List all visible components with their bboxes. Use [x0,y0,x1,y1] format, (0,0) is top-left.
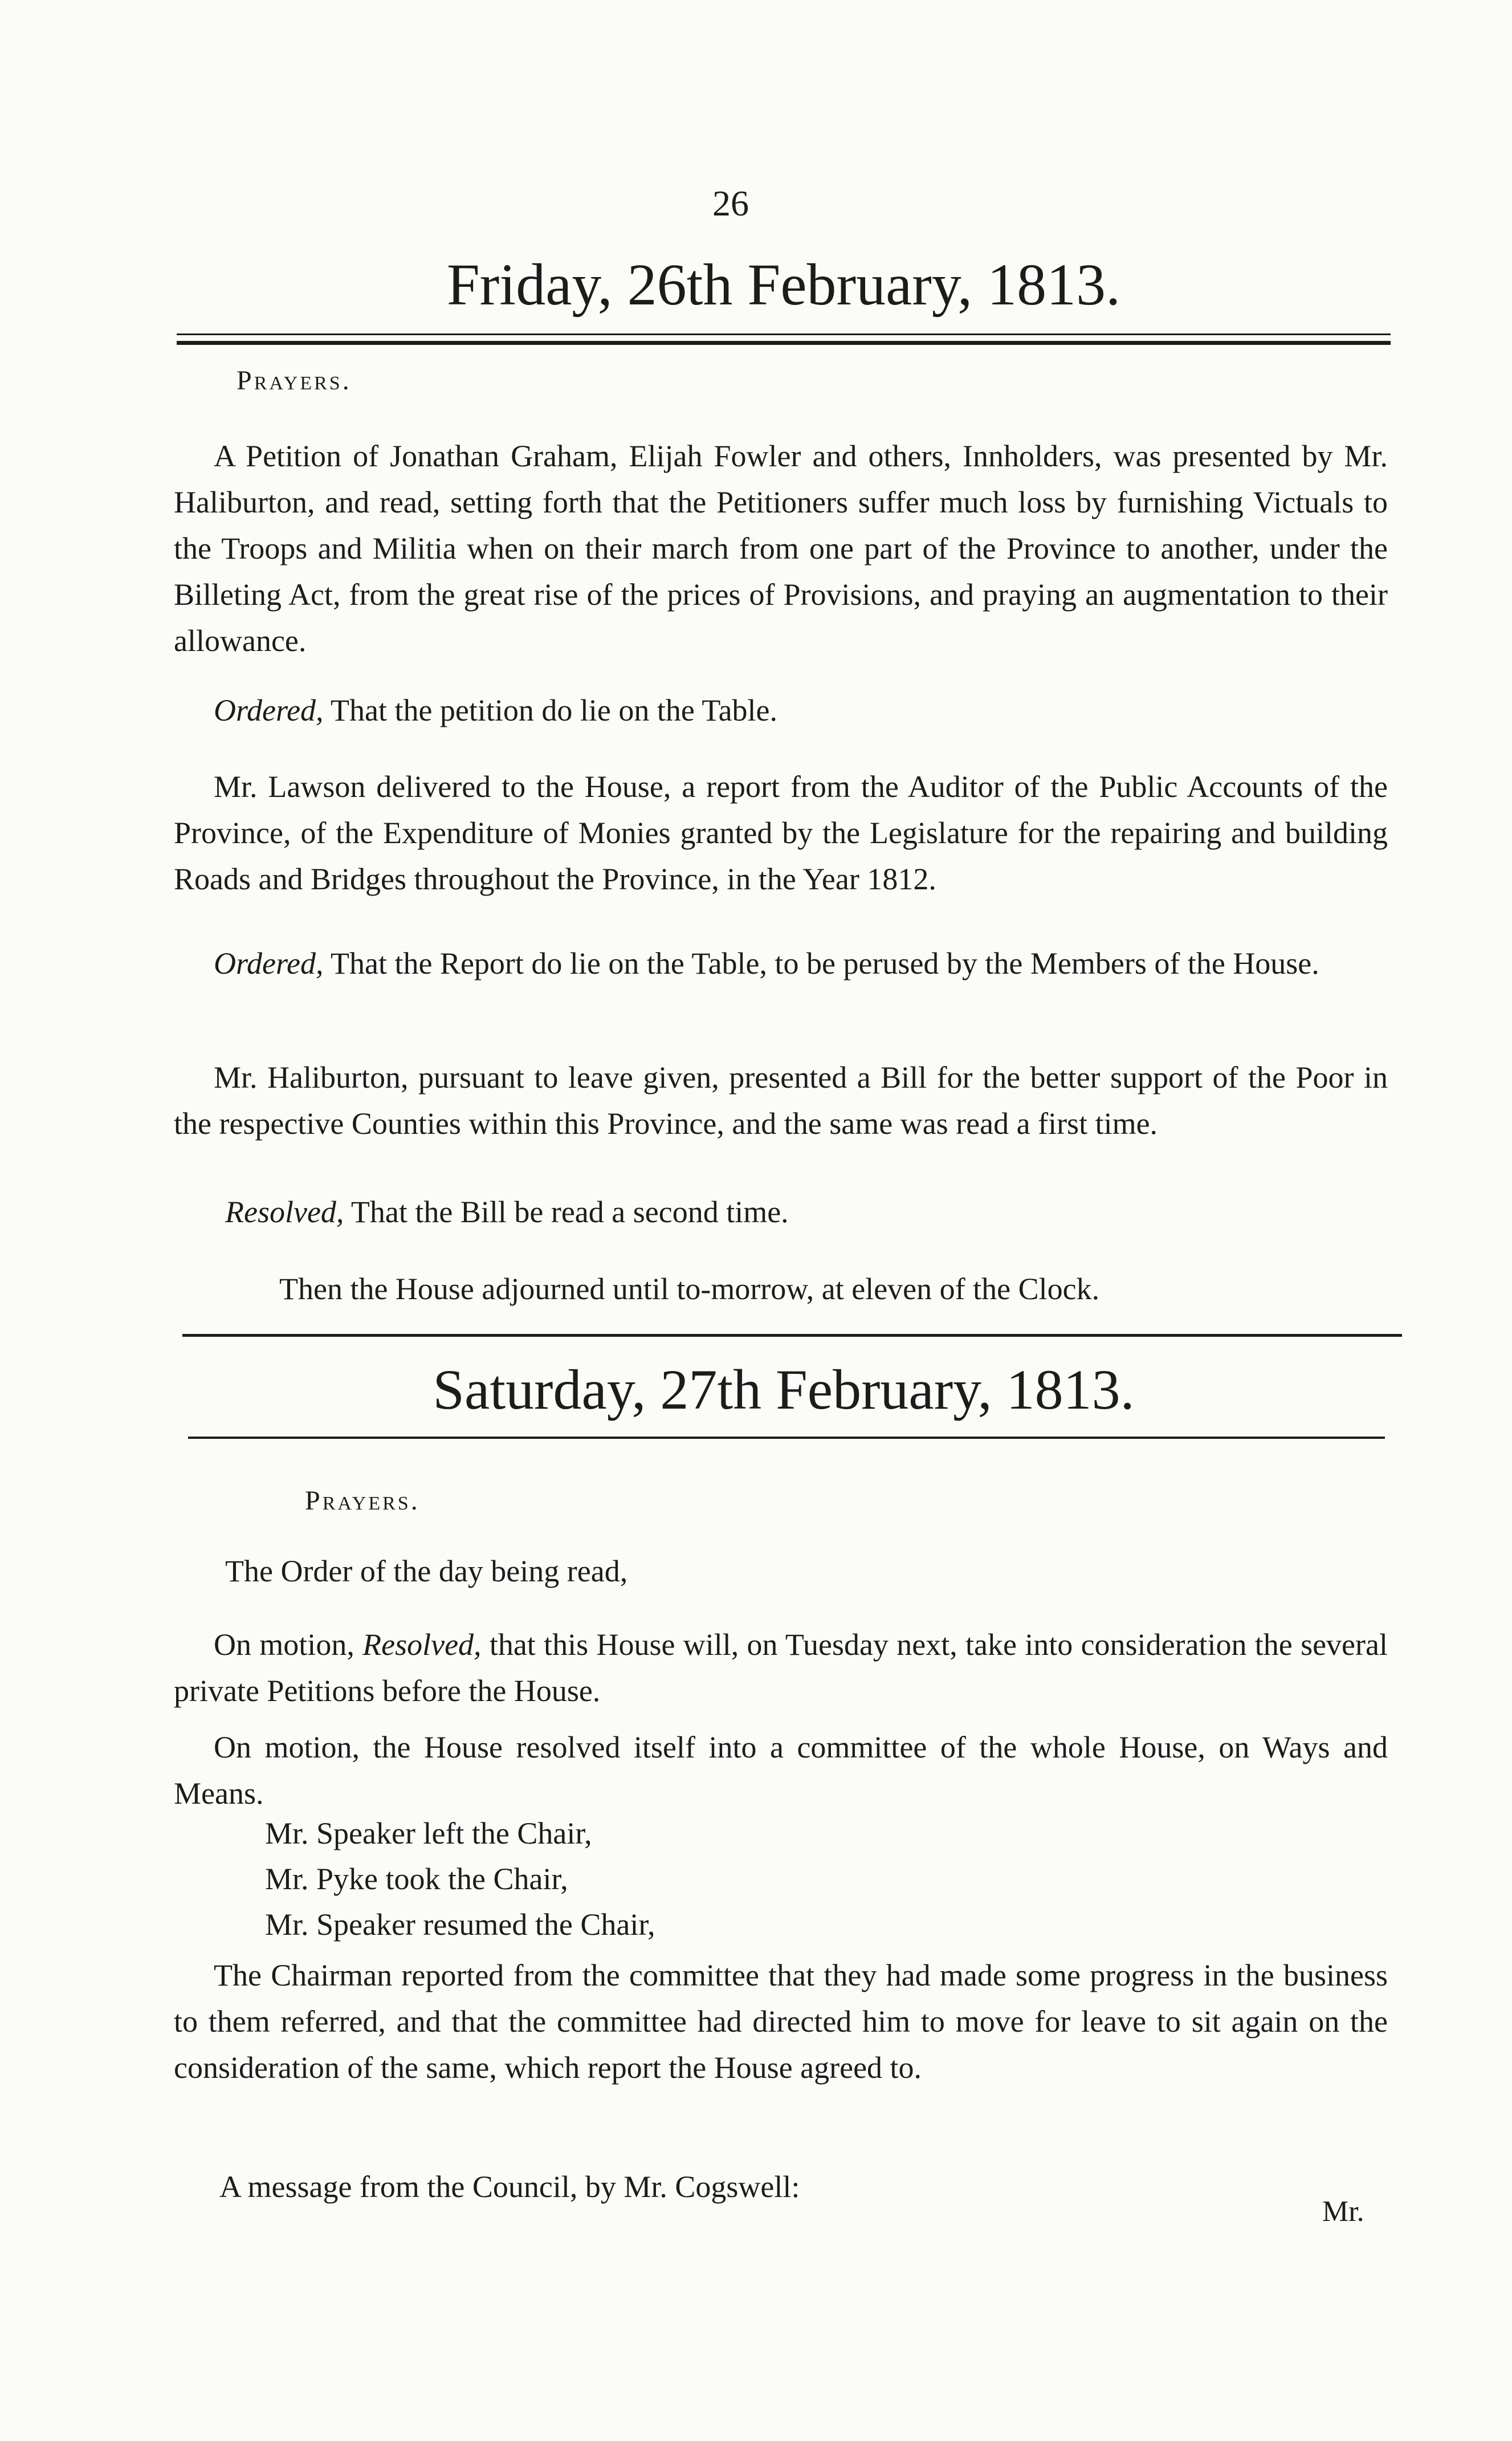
speaker-resumed-line: Mr. Speaker resumed the Chair, [265,1907,655,1942]
day1-bill-paragraph: Mr. Haliburton, pursuant to leave given, presented a Bill for the better support of the Poor in the respective Counties within this Province, and the same was read a first time. [174,1060,1388,1141]
motion-prefix: On motion, [214,1628,363,1662]
day-separator-rule [182,1334,1402,1337]
day2-heading: Saturday, 27th February, 1813. [433,1358,1135,1421]
order-text: That the Report do lie on the Table, to be perused by the Members of the House. [323,946,1319,981]
day2-chairman-report: The Chairman reported from the committee that they had made some progress in the business to them referred, and that the committee had directed him to move for leave to sit again on the consideration of the same, which report the House agreed to. [174,1958,1388,2085]
day1-bill-resolved [225,1194,789,1230]
resolved-label: Resolved, [225,1195,344,1229]
day1-report-paragraph: Mr. Lawson delivered to the House, a report from the Auditor of the Public Accounts of the Province, of the Expenditure of Monies granted by the Legislature for the repairing and building Roads and Bridges throughout the Province, in the Year 1812. [174,770,1388,896]
day2-council-message: A message from the Council, by Mr. Cogswell: [219,2170,800,2204]
day1-petition-order [214,693,777,728]
day2-heading-rule [188,1437,1385,1439]
resolved-text: That the Bill be read a second time. [344,1195,789,1229]
catchword: Mr. [1322,2195,1364,2228]
order-text: That the petition do lie on the Table. [323,693,778,727]
day1-prayers: Prayers. [237,365,352,396]
speaker-left-line: Mr. Speaker left the Chair, [265,1816,592,1850]
day2-committee-motion: On motion, the House resolved itself into a committee of the whole House, on Ways and Means. [174,1730,1388,1811]
resolved-label: Resolved, [362,1628,482,1662]
ordered-label: Ordered, [214,946,324,981]
day2-prayers: Prayers. [305,1486,420,1516]
ordered-label: Ordered, [214,693,324,727]
day1-petition-paragraph: A Petition of Jonathan Graham, Elijah Fowler and others, Innholders, was presented by Mr. Haliburton, and read, setting forth that the Petitioners suffer much loss by furnishing Victuals to the Troops and Militia when on their march from one part of the Province to another, under the Billeting Act, from the great rise of the prices of Provisions, and praying an augmentation to their allowance. [174,439,1388,658]
pyke-took-line: Mr. Pyke took the Chair, [265,1862,568,1896]
page-number: 26 [712,183,749,223]
day2-order-of-day: The Order of the day being read, [225,1554,628,1588]
day1-heading-rule [177,333,1391,345]
day1-heading: Friday, 26th February, 1813. [446,252,1121,318]
day2-motion-resolved [174,1622,1388,1714]
day1-adjournment: Then the House adjourned until to-morrow, at eleven of the Clock. [279,1272,1100,1306]
day1-report-order [174,941,1388,987]
motion-text: that this House will, on Tuesday next, take into consideration the several private Petitions before the House. [174,1628,1388,1708]
